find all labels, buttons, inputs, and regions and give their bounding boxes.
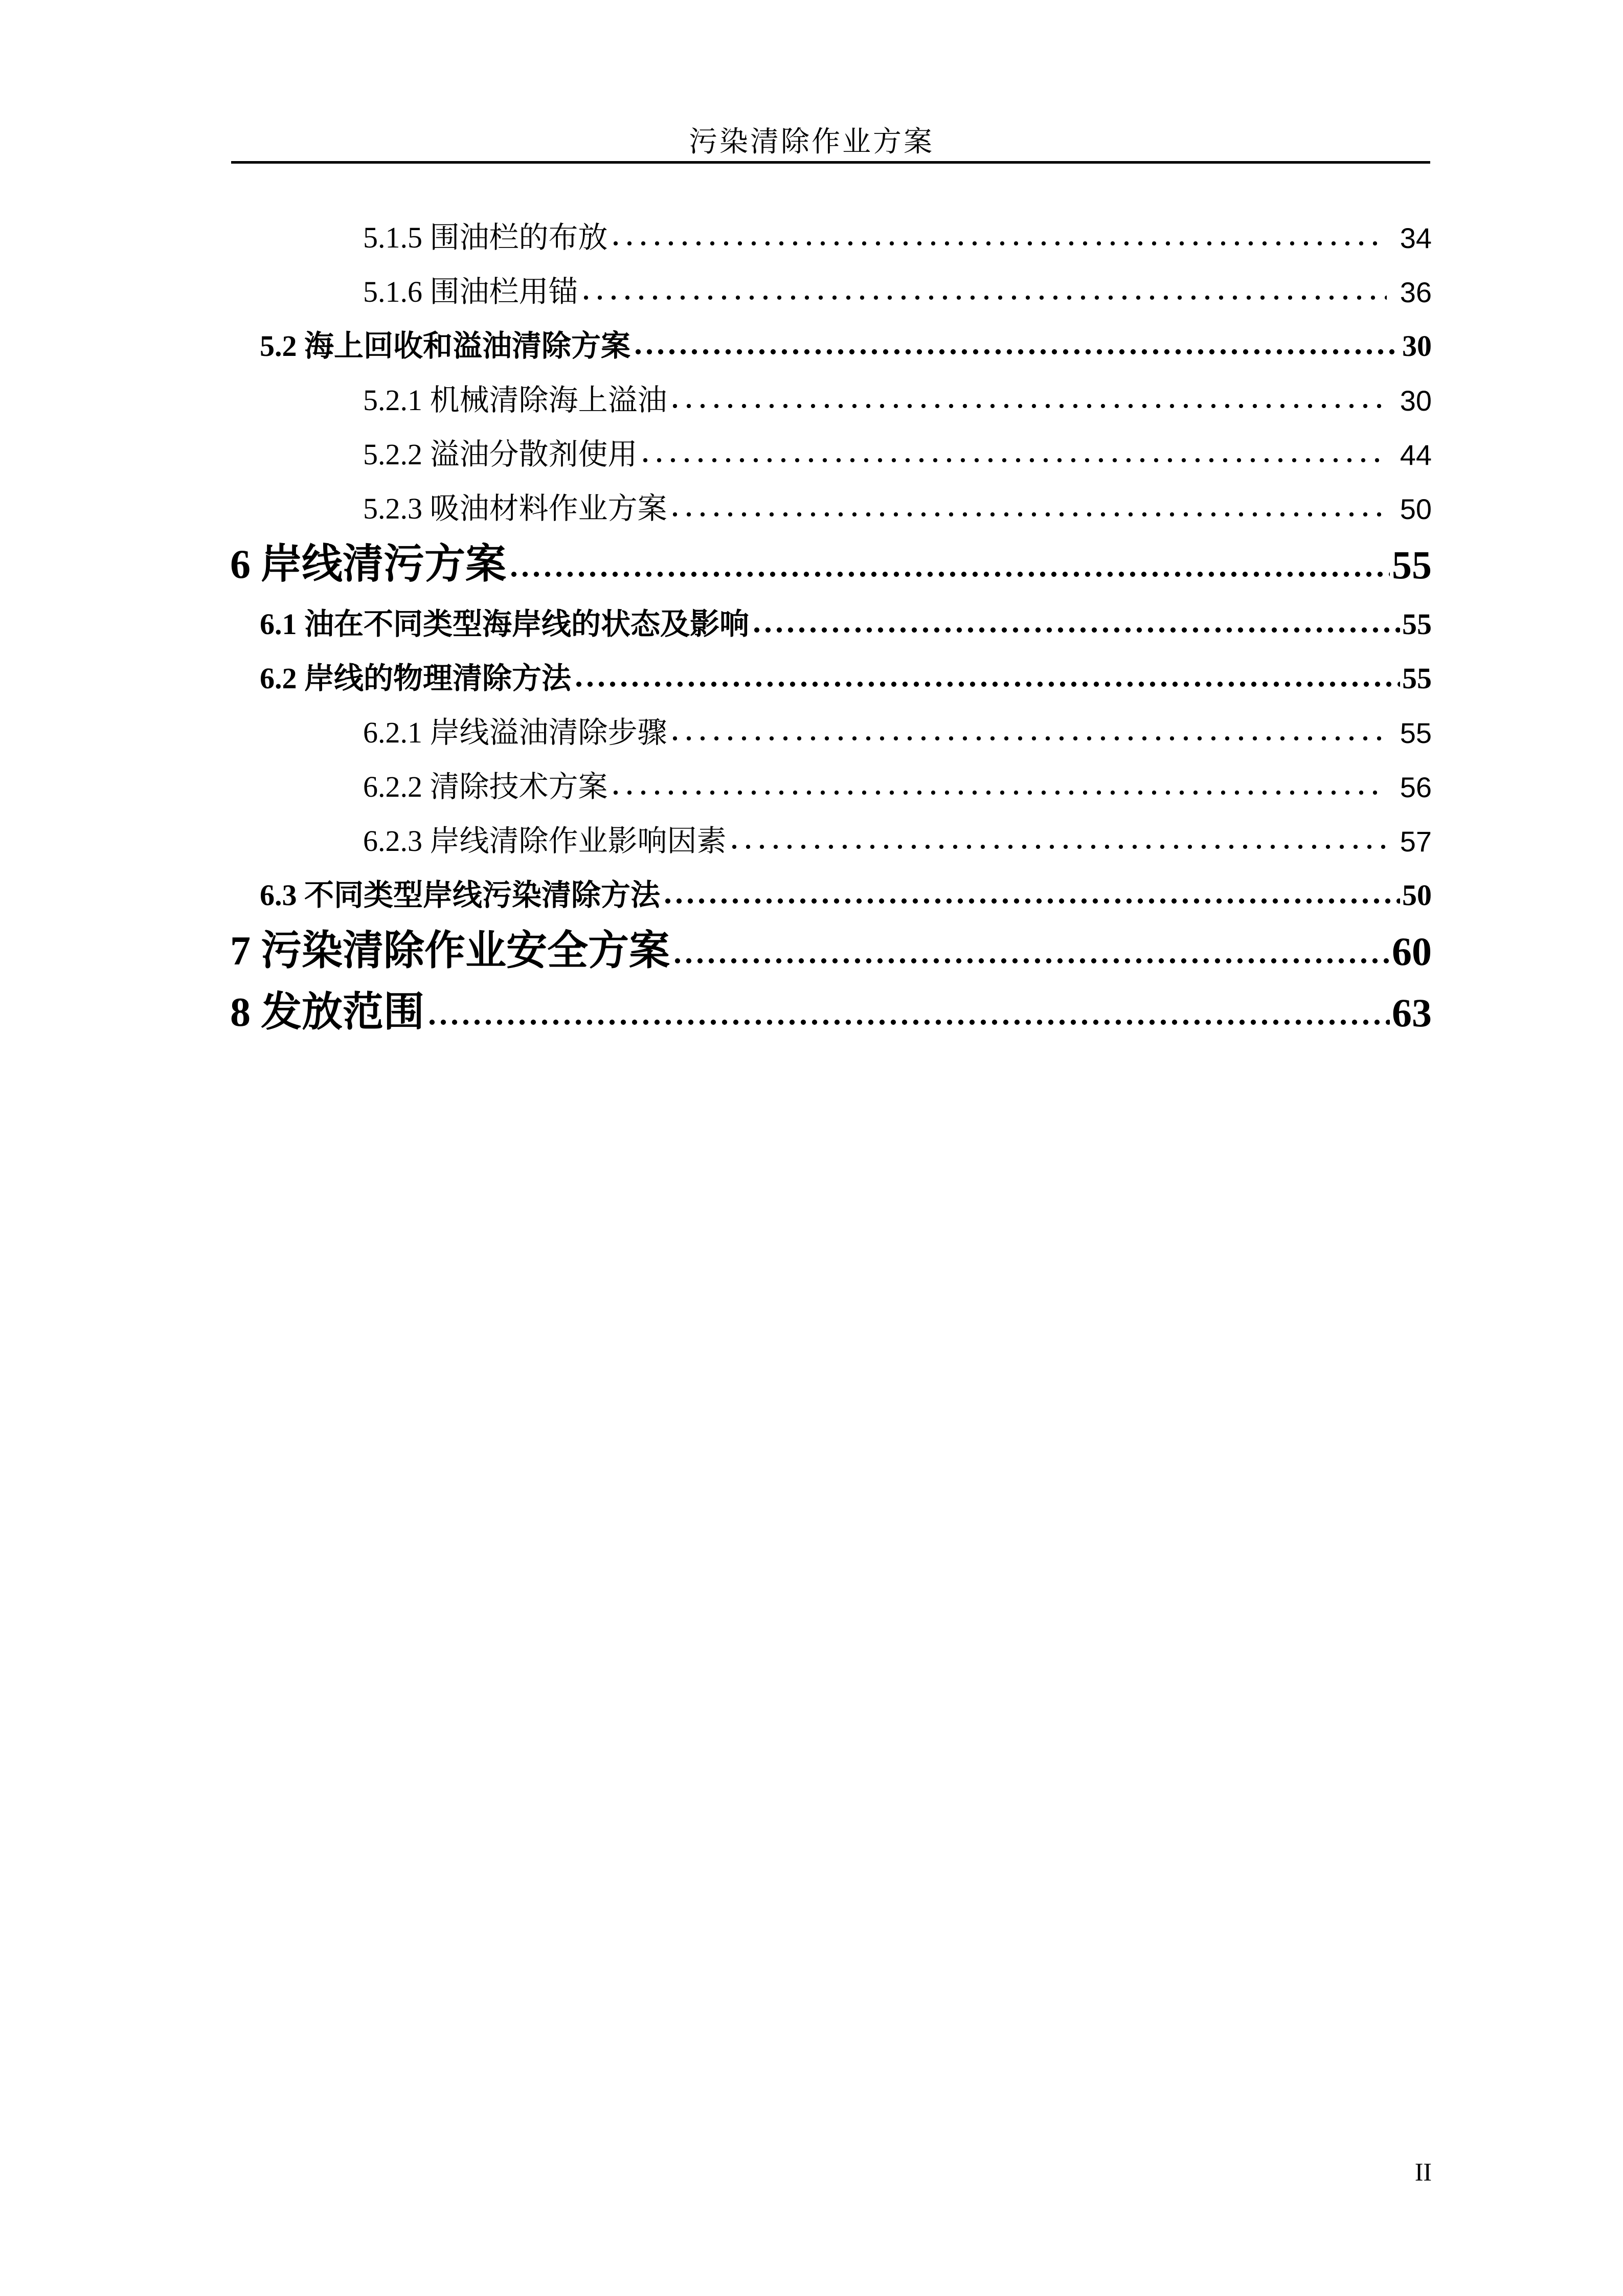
toc-entry-label: 6.3 不同类型岸线污染清除方法 — [260, 879, 661, 912]
toc-entry-label: 5.2.1 机械清除海上溢油 — [363, 384, 667, 417]
toc-entry-page-number: 55 — [1400, 717, 1432, 749]
toc-entry[interactable] — [0, 361, 1623, 415]
toc-entry[interactable] — [0, 639, 1623, 693]
toc-entry-page-number: 55 — [1402, 662, 1432, 695]
toc-entry-label: 7 污染清除作业安全方案 — [230, 929, 670, 974]
toc-leader-dots — [674, 957, 1390, 965]
toc-entry-label: 5.1.5 围油栏的布放 — [363, 221, 608, 254]
header-title: 污染清除作业方案 — [689, 126, 934, 158]
toc-entry-page-number: 57 — [1400, 825, 1432, 858]
toc-entry-page-number: 50 — [1402, 879, 1432, 912]
toc-leader-dots — [582, 294, 1387, 302]
toc-entry-label: 6.2.2 清除技术方案 — [363, 770, 608, 803]
toc-entry-page-number: 34 — [1400, 222, 1432, 254]
table-of-contents — [0, 198, 1623, 1033]
toc-entry-page-number: 60 — [1392, 929, 1432, 974]
toc-entry-label: 5.1.6 围油栏用锚 — [363, 275, 578, 308]
toc-entry[interactable] — [0, 307, 1623, 361]
toc-entry-label: 6 岸线清污方案 — [230, 542, 506, 587]
toc-entry[interactable] — [0, 415, 1623, 469]
toc-leader-dots — [671, 402, 1387, 410]
toc-entry-page-number: 44 — [1400, 439, 1432, 471]
toc-entry-label: 5.2.3 吸油材料作业方案 — [363, 492, 667, 525]
toc-entry[interactable] — [0, 524, 1623, 585]
toc-entry[interactable] — [0, 469, 1623, 524]
toc-entry[interactable] — [0, 910, 1623, 972]
toc-leader-dots — [731, 843, 1387, 851]
toc-leader-dots — [612, 789, 1387, 797]
toc-entry-page-number: 55 — [1392, 543, 1432, 587]
toc-entry[interactable] — [0, 972, 1623, 1033]
toc-entry[interactable] — [0, 856, 1623, 910]
toc-leader-dots — [642, 456, 1387, 464]
toc-leader-dots — [612, 239, 1387, 247]
toc-entry-page-number: 50 — [1400, 493, 1432, 525]
toc-entry-label: 6.2.3 岸线清除作业影响因素 — [363, 824, 727, 858]
toc-leader-dots — [429, 1018, 1390, 1026]
toc-entry[interactable] — [0, 693, 1623, 748]
toc-entry-label: 5.2 海上回收和溢油清除方案 — [260, 329, 631, 363]
toc-entry-label: 5.2.2 溢油分散剂使用 — [363, 438, 638, 471]
toc-entry-label: 8 发放范围 — [230, 990, 424, 1035]
toc-leader-dots — [635, 348, 1400, 356]
toc-entry-page-number: 63 — [1392, 991, 1432, 1035]
toc-entry-page-number: 30 — [1400, 385, 1432, 417]
toc-entry-page-number: 36 — [1400, 276, 1432, 308]
toc-entry-label: 6.2 岸线的物理清除方法 — [260, 662, 572, 695]
toc-entry-label: 6.1 油在不同类型海岸线的状态及影响 — [260, 607, 750, 641]
toc-leader-dots — [510, 570, 1390, 578]
toc-leader-dots — [575, 680, 1400, 688]
toc-leader-dots — [671, 510, 1387, 519]
toc-entry-page-number: 56 — [1400, 771, 1432, 803]
toc-entry[interactable] — [0, 748, 1623, 802]
toc-entry[interactable] — [0, 802, 1623, 856]
toc-entry-page-number: 55 — [1402, 607, 1432, 641]
toc-entry[interactable] — [0, 585, 1623, 639]
header-rule — [231, 161, 1430, 164]
toc-entry[interactable] — [0, 253, 1623, 307]
toc-leader-dots — [664, 897, 1400, 905]
toc-entry-label: 6.2.1 岸线溢油清除步骤 — [363, 716, 667, 749]
toc-entry[interactable] — [0, 198, 1623, 253]
toc-entry-page-number: 30 — [1402, 329, 1432, 363]
toc-leader-dots — [671, 734, 1387, 742]
toc-leader-dots — [753, 626, 1400, 634]
footer-page-number: II — [1414, 2157, 1432, 2186]
